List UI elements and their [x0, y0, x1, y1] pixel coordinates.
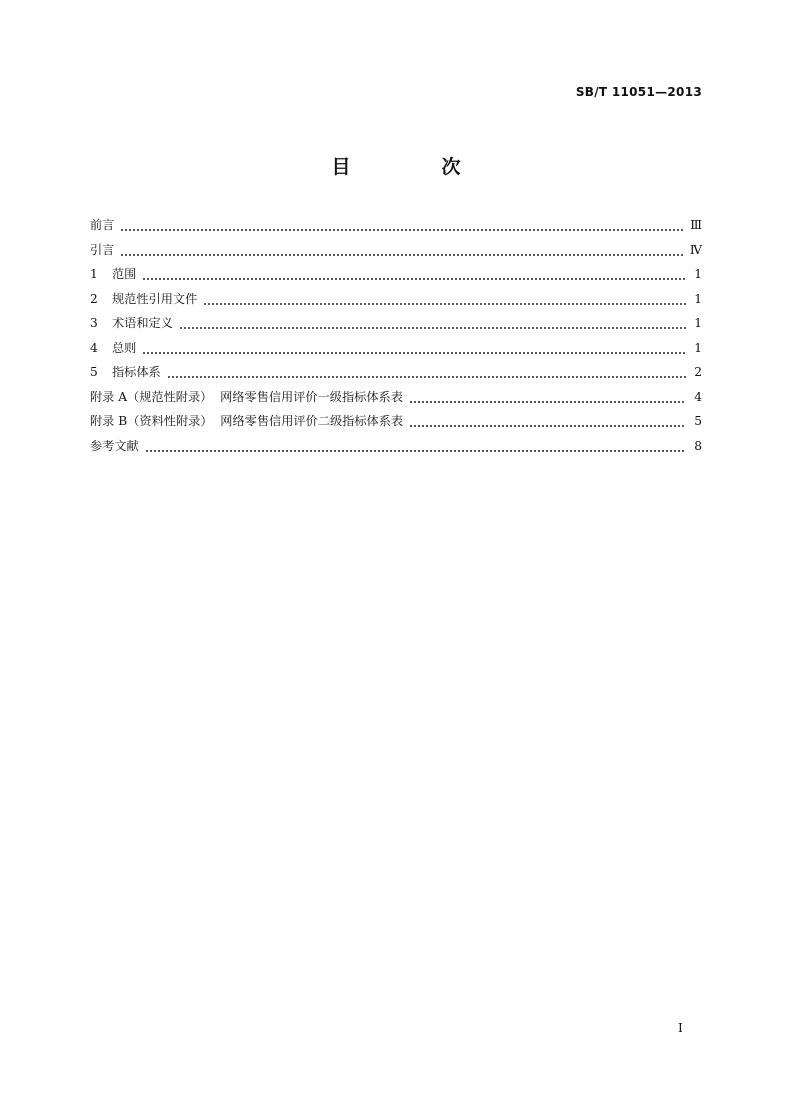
toc-entry-foreword[interactable] [90, 216, 702, 241]
toc-entry-page: 4 [694, 389, 702, 404]
toc-entry-page: Ⅲ [690, 218, 702, 232]
toc-entry-scope[interactable] [90, 265, 702, 290]
toc-entry-label: 总则 [112, 340, 137, 355]
toc-entry-page: 1 [694, 267, 702, 281]
toc-entry-number: 5 [90, 365, 98, 379]
toc-entry-page: 5 [694, 414, 702, 428]
page-number: I [678, 1021, 683, 1035]
standard-code: SB/T 11051—2013 [575, 85, 702, 99]
toc-entry-indicator-system[interactable] [90, 363, 702, 388]
toc-entry-annex-b[interactable] [90, 412, 702, 437]
toc-entry-bibliography[interactable] [90, 437, 702, 462]
toc-entry-page: 8 [694, 438, 702, 453]
toc-entry-page: 1 [694, 340, 702, 355]
toc-entry-number: 4 [90, 340, 98, 355]
toc-entry-page: 1 [694, 291, 702, 306]
toc-leader-dots [142, 352, 686, 354]
toc-leader-dots [145, 450, 686, 452]
toc-entry-label: 附录 A（规范性附录） 网络零售信用评价一级指标体系表 [90, 389, 403, 404]
toc-entry-label: 前言 [90, 218, 115, 232]
toc-entry-page: 1 [694, 316, 702, 330]
toc-leader-dots [409, 401, 686, 403]
toc-entry-label: 附录 B（资料性附录） 网络零售信用评价二级指标体系表 [90, 414, 404, 428]
toc-entry-introduction[interactable] [90, 241, 702, 266]
toc-leader-dots [120, 229, 684, 231]
toc-entry-page: 2 [694, 365, 702, 379]
toc-leader-dots [120, 254, 683, 256]
toc-entry-general-rules[interactable] [90, 339, 702, 364]
toc-entry-label: 术语和定义 [112, 316, 173, 330]
toc-entry-number: 3 [90, 316, 98, 330]
table-of-contents [90, 216, 702, 461]
toc-leader-dots [203, 303, 686, 305]
toc-entry-label: 规范性引用文件 [112, 291, 198, 306]
toc-entry-number: 2 [90, 291, 98, 306]
toc-leader-dots [142, 278, 686, 280]
page-title: 目 次 [331, 156, 497, 178]
toc-entry-number: 1 [90, 267, 98, 281]
toc-entry-page: Ⅳ [689, 242, 702, 257]
toc-entry-label: 引言 [90, 242, 115, 257]
toc-entry-label: 参考文献 [90, 438, 139, 453]
toc-entry-annex-a[interactable] [90, 388, 702, 413]
toc-leader-dots [409, 425, 686, 427]
toc-leader-dots [179, 327, 686, 329]
toc-entry-terms-definitions[interactable] [90, 314, 702, 339]
toc-entry-normative-references[interactable] [90, 290, 702, 315]
toc-entry-label: 范围 [112, 267, 137, 281]
toc-leader-dots [167, 376, 686, 378]
toc-entry-label: 指标体系 [112, 365, 161, 379]
